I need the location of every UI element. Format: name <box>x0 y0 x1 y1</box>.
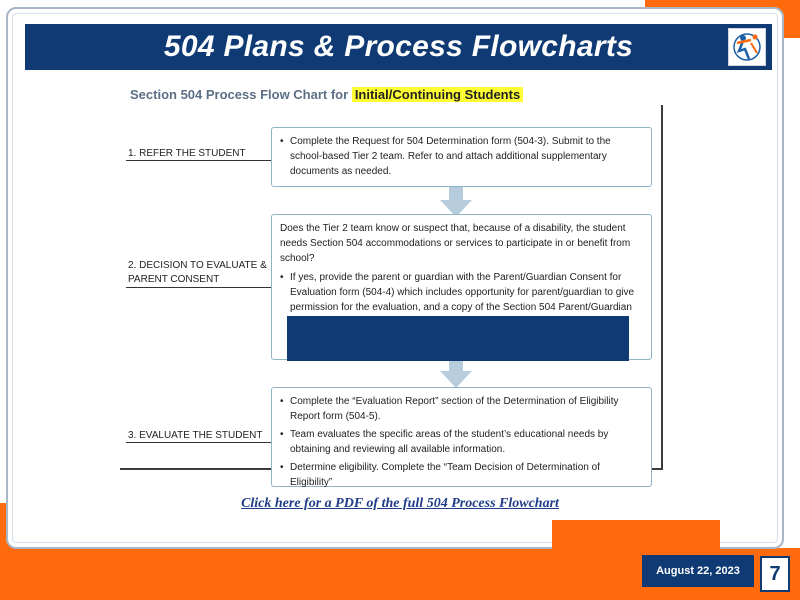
step-1-box <box>271 127 652 187</box>
down-arrow-icon <box>440 358 472 388</box>
flowchart-image <box>120 105 663 488</box>
step-3-bullet-3: • Determine eligibility. Complete the “Team Decision of Determination of Eligibility” <box>280 460 643 490</box>
school-district-logo-icon <box>728 28 766 66</box>
title-bar <box>25 24 772 70</box>
step-1-bullet: • Complete the Request for 504 Determination form (504-3). Submit to the school-based Tier 2 team. Refer to and attach additional supplementary documents as needed. <box>280 134 643 179</box>
step-2-label-line1: 2. DECISION TO EVALUATE & <box>128 260 267 271</box>
step-2-underline <box>126 287 271 288</box>
orange-accent-bottom-right <box>552 520 720 550</box>
slide-date: August 22, 2023 <box>642 555 754 587</box>
step-2-bullet: • If yes, provide the parent or guardian with the Parent/Guardian Consent for Evaluation form (504-4) which includes opportunity for parent/guardian to give permission for the evaluation, and a copy of the Section 504 Parent/Guardian <box>280 270 643 330</box>
step-3-bullet-2: • Team evaluates the specific areas of the student’s educational needs by obtaining and reviewing all available information. <box>280 427 643 457</box>
pdf-flowchart-link[interactable]: Click here for a PDF of the full 504 Process Flowchart <box>241 496 559 511</box>
redaction-overlay <box>287 316 629 361</box>
step-2-label-line2: PARENT CONSENT <box>128 274 220 285</box>
step-3-label: 3. EVALUATE THE STUDENT <box>128 430 263 441</box>
step-1-underline <box>126 160 271 161</box>
step-3-box <box>271 387 652 487</box>
flowchart-title <box>130 87 523 102</box>
step-1-label: 1. REFER THE STUDENT <box>128 148 246 159</box>
flowchart-title-highlight: Initial/Continuing Students <box>352 87 523 102</box>
step-3-underline <box>126 442 271 443</box>
step-2-label <box>128 259 267 287</box>
page-number: 7 <box>760 556 790 592</box>
step-3-bullet-1: • Complete the “Evaluation Report” section of the Determination of Eligibility Report form (504-5). <box>280 394 643 424</box>
slide-title: 504 Plans & Process Flowcharts <box>163 30 634 63</box>
down-arrow-icon <box>440 187 472 217</box>
flowchart-title-prefix: Section 504 Process Flow Chart for <box>130 87 349 102</box>
step-2-question: Does the Tier 2 team know or suspect that, because of a disability, the student needs Section 504 accommodations or services to participate in or benefit from school? <box>280 223 631 264</box>
